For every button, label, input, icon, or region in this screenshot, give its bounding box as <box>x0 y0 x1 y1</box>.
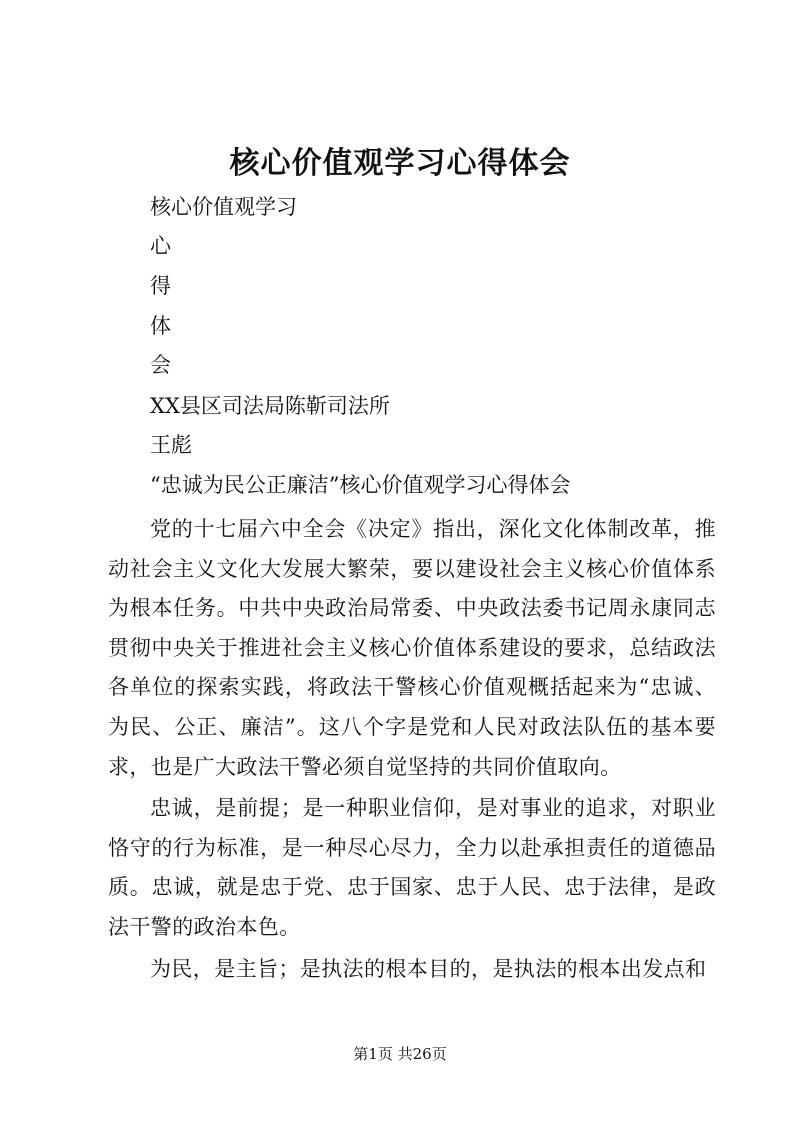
subtitle-char-line: 体 <box>150 314 171 338</box>
subtitle-char-line: 心 <box>150 234 171 258</box>
subtitle-line: 核心价值观学习 <box>150 195 297 219</box>
author-organization: XX县区司法局陈靳司法所 <box>150 394 390 418</box>
subtitle-char-line: 会 <box>150 353 171 377</box>
document-title: 核心价值观学习心得体会 <box>229 146 571 181</box>
body-paragraph: 为民，是主旨；是执法的根本目的，是执法的根本出发点和 <box>150 957 707 981</box>
page-number-footer: 第1页 共26页 <box>353 1045 447 1063</box>
author-name: 王彪 <box>150 433 192 457</box>
body-paragraph: 忠诚，是前提；是一种职业信仰，是对事业的追求，对职业恪守的行为标准，是一种尽心尽力，全力以赴承担责任的道德品质。忠诚，就是忠于党、忠于国家、忠于人民、忠于法律，是政法干警的政治本色。 <box>108 796 716 939</box>
subtitle-char-line: 得 <box>150 274 171 298</box>
body-paragraph: 党的十七届六中全会《决定》指出，深化文化体制改革，推动社会主义文化大发展大繁荣，要以建设社会主义核心价值体系为根本任务。中共中央政治局常委、中央政法委书记周永康同志贯彻中央关于推进社会主义核心价值体系建设的要求，总结政法各单位的探索实践，将政法干警核心价值观概括起来为“忠诚、为民、公正、廉洁”。这八个字是党和人民对政法队伍的基本要求，也是广大政法干警必须自觉坚持的共同价值取向。 <box>108 517 716 779</box>
essay-heading: “忠诚为民公正廉洁”核心价值观学习心得体会 <box>150 473 571 497</box>
